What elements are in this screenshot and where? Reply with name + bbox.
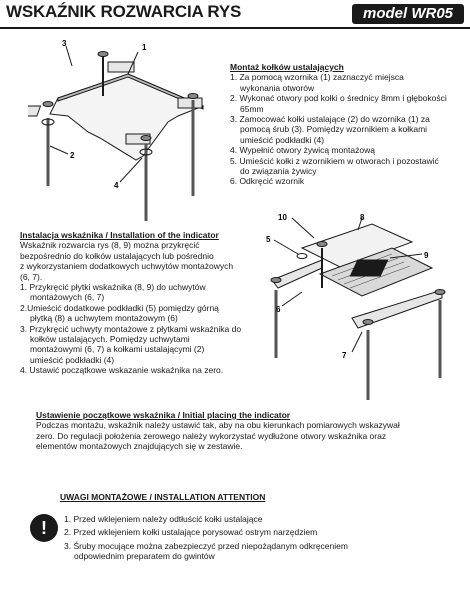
mounting-step: pomocą śrub (3). Pomiędzy wzornikiem a kołkami bbox=[240, 124, 428, 135]
installation-intro: Wskaźnik rozwarcia rys (8, 9) można przykręcić bbox=[20, 240, 200, 251]
mounting-step: 1. Za pomocą wzornika (1) zaznaczyć miejsca bbox=[230, 72, 404, 83]
installation-step: płytką (8) a uchwytem montażowym (6) bbox=[30, 313, 178, 324]
template-diagram bbox=[28, 36, 228, 226]
label-9: 9 bbox=[424, 251, 429, 260]
initial-placing-line: zero. Do regulacji położenia zerowego należy wykorzystać wydłużone otwory wskaźnika oraz bbox=[36, 430, 387, 441]
model-badge: model WR05 bbox=[352, 4, 464, 24]
installation-section bbox=[20, 230, 256, 376]
installation-heading: Instalacja wskaźnika / Installation of the indicator bbox=[20, 230, 219, 240]
installation-step: montażowych (6, 7) bbox=[30, 292, 105, 303]
attention-item: odpowiednim preparatem do gwintów bbox=[74, 551, 215, 562]
attention-heading: UWAGI MONTAŻOWE / INSTALLATION ATTENTION bbox=[60, 492, 266, 502]
mounting-step: wykonania otworów bbox=[240, 82, 315, 93]
attention-heading-wrap bbox=[60, 492, 460, 502]
mounting-step: do związania żywicy bbox=[240, 166, 317, 177]
bracket-6 bbox=[272, 260, 322, 288]
header-rule bbox=[0, 27, 470, 29]
installation-intro: bezpośrednio do kołków ustalających lub pośrednio bbox=[20, 250, 214, 261]
initial-placing-section bbox=[36, 410, 448, 452]
mounting-step: 65mm bbox=[240, 103, 264, 114]
label-2: 2 bbox=[70, 151, 75, 160]
document-title: WSKAŹNIK ROZWARCIA RYS bbox=[6, 2, 242, 21]
installation-step: montażowymi (6, 7) a kołkami ustalającymi (2) bbox=[30, 344, 205, 355]
mounting-step: 5. Umieścić kołki z wzornikiem w otworach i pozostawić bbox=[230, 155, 439, 166]
installation-step: kołków ustalających. Pomiędzy uchwytami bbox=[30, 334, 190, 345]
attention-list bbox=[64, 514, 460, 562]
installation-step: 4. Ustawić początkowe wskazanie wskaźnika na zero. bbox=[20, 365, 224, 376]
template-plate bbox=[50, 74, 203, 160]
label-3: 3 bbox=[62, 39, 67, 48]
initial-placing-heading: Ustawienie początkowe wskaźnika / Initial placing the indicator bbox=[36, 410, 291, 420]
attention-item: 3. Śruby mocujące można zabezpieczyć przed niepożądanym odkręceniem bbox=[64, 540, 348, 551]
mounting-step: umieścić podkładki (4) bbox=[240, 134, 325, 145]
installation-intro: z wykorzystaniem dodatkowych uchwytów montażowych bbox=[20, 261, 234, 272]
mounting-heading: Montaż kołków ustalających bbox=[230, 62, 344, 72]
label-1: 1 bbox=[142, 43, 147, 52]
label-7: 7 bbox=[342, 351, 347, 360]
mounting-step: 6. Odkręcić wzornik bbox=[230, 176, 305, 187]
installation-intro: (6, 7). bbox=[20, 271, 43, 282]
label-4: 4 bbox=[114, 181, 119, 190]
label-5: 5 bbox=[266, 235, 271, 244]
initial-placing-line: Podczas montażu, wskaźnik należy ustawić tak, aby na obu kierunkach pomiarowych wskazywał bbox=[36, 420, 400, 431]
label-10: 10 bbox=[278, 213, 287, 222]
mounting-step: 4. Wypełnić otwory żywicą montażową bbox=[230, 145, 375, 156]
initial-placing-line: elementów montażowych znajdujących się w zestawie. bbox=[36, 441, 243, 452]
installation-step: umieścić podkładki (4) bbox=[30, 354, 115, 365]
attention-item: 2. Przed wklejeniem kołki ustalające porysować ostrym narzędziem bbox=[64, 527, 318, 538]
label-8: 8 bbox=[360, 213, 365, 222]
warning-icon: ! bbox=[30, 514, 58, 542]
indicator-diagram bbox=[262, 208, 462, 404]
installation-step: 2.Umieścić dodatkowe podkładki (5) pomiędzy górną bbox=[20, 302, 219, 313]
label-6: 6 bbox=[276, 305, 281, 314]
installation-step: 1. Przykręcić płytki wskaźnika (8, 9) do uchwytów bbox=[20, 282, 206, 293]
mounting-step: 2. Wykonać otwory pod kołki o średnicy 8mm i głębokości bbox=[230, 93, 447, 104]
mounting-section bbox=[230, 62, 466, 187]
attention-item: 1. Przed wklejeniem należy odtłuścić kołki ustalające bbox=[64, 514, 263, 524]
installation-step: 3. Przykręcić uchwyty montażowe z płytkami wskaźnika do bbox=[20, 323, 242, 334]
mounting-step: 3. Zamocować kołki ustalające (2) do wzornika (1) za bbox=[230, 114, 430, 125]
